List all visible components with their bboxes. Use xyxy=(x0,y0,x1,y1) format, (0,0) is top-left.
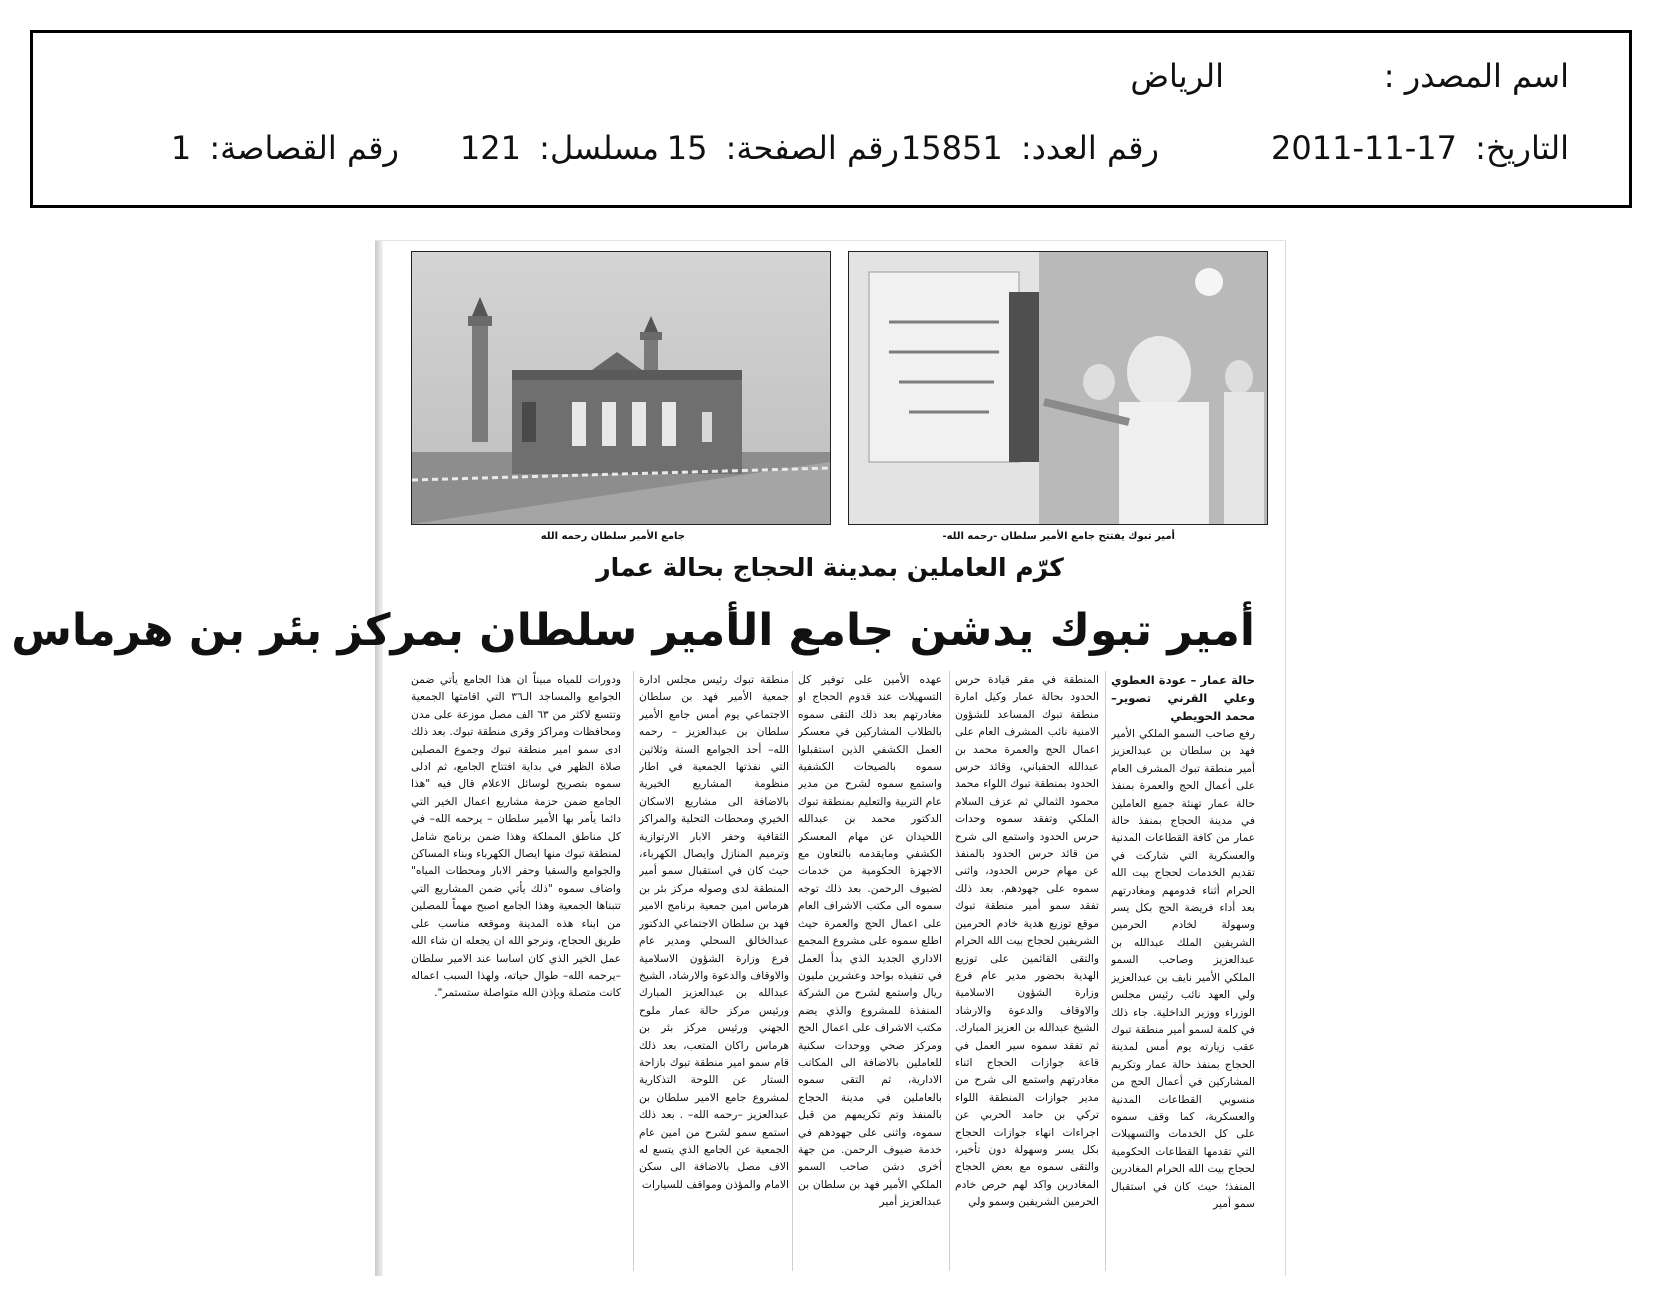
column-rule xyxy=(1105,671,1106,1271)
newspaper-clipping xyxy=(11,240,1286,1276)
article-column-5 xyxy=(411,671,621,1271)
column-rule xyxy=(633,671,634,1271)
clip-value: 1 xyxy=(170,129,192,167)
date-value: 2011-11-17 xyxy=(1271,129,1457,167)
issue-value: 15851 xyxy=(900,129,1003,167)
column-text: منطقة تبوك رئيس مجلس ادارة جمعية الأمير فهد بن سلطان الاجتماعي يوم أمس جامع الأمير سلطان بن عبدالعزيز – رحمه الله– أحد الجوامع الستة وثلاثين التي نفذتها الجمعية في اطار منظومة المشاريع الخيرية بالاضافة الى مشاريع الاسكان الخيري ومحطات التحلية والمراكز الثقافية وحفر الابار الارتوازية وترميم المنازل وايصال الكهرباء، حيث كان في استقبال سمو أمير المنطقة لدى وصوله مركز بئر بن هرماس امين جمعية برنامج الامير فهد بن سلطان الاجتماعي الدكتور عبدالخالق السحلي ومدير عام فرع وزارة الشؤون الاسلامية والاوقاف والدعوة والارشاد، الشيخ عبدالله بن عبدالعزيز المبارك ورئيس مركز حالة عمار ملوح الجهني ورئيس مركز بئر بن هرماس راكان المتعب، بعد ذلك قام سمو امير منطقة تبوك بازاحة الستار عن اللوحة التذكارية لمشروع جامع الامير سلطان بن عبدالعزيز –رحمه الله– . بعد ذلك استمع سمو لشرح من امين عام الجمعية عن الجامع الذي يتسع له الاف مصل بالاضافة الى سكن الامام والمؤذن ومواقف للسيارات xyxy=(639,673,789,1191)
clip-label: رقم القصاصة: xyxy=(209,129,399,167)
column-rule xyxy=(792,671,793,1271)
page-field xyxy=(667,129,899,167)
article-column-4 xyxy=(639,671,789,1271)
column-text: رفع صاحب السمو الملكي الأمير فهد بن سلطان بن عبدالعزيز أمير منطقة تبوك المشرف العام على أعمال الحج والعمرة بمنفذ حالة عمار تهنئة جميع العاملين في مدينة الحجاج بمنفذ حالة عمار من كافة القطاعات المدنية والعسكرية التي شاركت في تقديم الخدمات لحجاج بيت الله الحرام أثناء قدومهم ومغادرتهم بعد أداء فريضة الحج بكل يسر وسهولة لخادم الحرمين الشريفين الملك عبدالله بن عبدالعزيز وصاحب السمو الملكي الأمير نايف بن عبدالعزيز ولي العهد نائب رئيس مجلس الوزراء ووزير الداخلية. جاء ذلك في كلمة لسمو أمير منطقة تبوك عقب زيارته يوم أمس لمدينة الحجاج بمنفذ حالة عمار وتكريم المشاركين في أعمال الحج من منسوبي القطاعات المدنية والعسكرية، كما وقف سموه على كل الخدمات والتسهيلات التي تقدمها القطاعات الحكومية لحجاج بيت الله الحرام المغادرين المنفذ؛ حيث كان في استقبال سمو أمير xyxy=(1111,727,1255,1210)
article-column-1 xyxy=(1111,671,1255,1271)
scan-edge-shadow xyxy=(375,241,383,1276)
source-value: الرياض xyxy=(1130,57,1224,95)
serial-label: مسلسل: xyxy=(539,129,659,167)
column-text: المنطقة في مقر قيادة حرس الحدود بحالة عمار وكيل امارة منطقة تبوك المساعد للشؤون الامنية نائب المشرف العام على اعمال الحج والعمرة محمد بن عبدالله الحقباني، وقائد حرس الحدود بمنطقة تبوك اللواء محمد محمود الثمالي ثم عزف السلام الملكي وتفقد سموه وحدات حرس الحدود واستمع الى شرح من قائد حرس الحدود بالمنفذ عن مهام حرس الحدود، واثنى سموه على جهودهم. بعد ذلك تفقد سمو أمير منطقة تبوك موقع توزيع هدية خادم الحرمين الشريفين لحجاج بيت الله الحرام والتقى القائمين على توزيع الهدية بحضور مدير عام فرع وزارة الشؤون الاسلامية والاوقاف والدعوة والارشاد الشيخ عبدالله بن العزيز المبارك. ثم تفقد سموه سير العمل في قاعة جوازات الحجاج اثناء مغادرتهم واستمع الى شرح من مدير جوازات المنطقة اللواء تركي بن حامد الحربي عن اجراءات انهاء جوازات الحجاج بكل يسر وسهولة دون تأخير، والتقى سموه مع بعض الحجاج المغادرين واكد لهم حرص خادم الحرمين الشريفين وسمو ولي xyxy=(955,673,1099,1209)
issue-field xyxy=(901,129,1159,167)
mosque-photo xyxy=(411,251,831,525)
serial-field xyxy=(460,129,659,167)
serial-value: 121 xyxy=(459,129,521,167)
left-photo-caption: جامع الأمير سلطان رحمه الله xyxy=(540,531,685,542)
article-kicker: كرّم العاملين بمدينة الحجاج بحالة عمار xyxy=(596,553,1064,582)
article-column-2 xyxy=(955,671,1099,1271)
article-headline: أمير تبوك يدشن جامع الأمير سلطان بمركز بئر بن هرماس xyxy=(11,605,1255,656)
column-text: ودورات للمياه مبيناً ان هذا الجامع يأتي ضمن الجوامع والمساجد الـ٣٦ التي اقامتها الجمعية وتتسع لاكثر من ٦٣ الف مصل موزعة على مدن ومحافظات ومراكز وقرى منطقة تبوك. بعد ذلك ادى سمو امير منطقة تبوك وجموع المصلين صلاة الظهر في بداية افتتاح الجامع، ثم ادلى سموه بتصريح لوسائل الاعلام قال فيه "هذا الجامع ضمن حزمة مشاريع اعمال الخير التي دائما يأمر بها الأمير سلطان – يرحمه الله– في كل مناطق المملكة وهذا ضمن برنامج شامل لمنطقة تبوك منها ايصال الكهرباء وبناء المساكن والجوامع والسقيا وحفر الابار ومحطات المياه" واضاف سموه "ذلك يأتي ضمن المشاريع التي تتبناها الجمعية وهذا الجامع اصبح مهماً للمصلين من ابناء هذه المدينة وموقعه مناسب على طريق الحجاج، ونرجو الله ان يجعله ان شاء الله عمل الخير الذي كان اساسا عند الامير سلطان –يرحمه الله– طوال حياته، ولهذا السبب اعماله كانت متصلة وبإذن الله متواصلة ستستمر". xyxy=(411,673,621,1000)
article-column-3 xyxy=(798,671,942,1271)
source-metadata-box xyxy=(30,30,1632,208)
source-label: اسم المصدر : xyxy=(1383,57,1569,95)
right-photo-caption: أمير تبوك يفتتح جامع الأمير سلطان -رحمه الله- xyxy=(942,531,1175,542)
column-rule xyxy=(949,671,950,1271)
clip-field xyxy=(171,129,399,167)
unveiling-photo xyxy=(848,251,1268,525)
page-label: رقم الصفحة: xyxy=(725,129,899,167)
page-value: 15 xyxy=(666,129,708,167)
article-byline: حالة عمار – عودة العطوي وعلي القرني تصوير– محمد الحويطي xyxy=(1111,673,1255,723)
date-field xyxy=(1271,129,1569,167)
date-label: التاريخ: xyxy=(1475,129,1569,167)
column-text: عهده الأمين على توفير كل التسهيلات عند قدوم الحجاج او مغادرتهم بعد ذلك التقى سموه بالطلاب المشاركين في معسكر العمل الكشفي الذين استقبلوا سموه بالصيحات الكشفية واستمع سموه لشرح من مدير عام التربية والتعليم بمنطقة تبوك الدكتور محمد بن عبدالله اللحيدان عن مهام المعسكر الكشفي ومايقدمه بالتعاون مع الاجهزة الحكومية من خدمات لضيوف الرحمن. بعد ذلك توجه سموه الى مكتب الاشراف العام على اعمال الحج والعمرة حيث اطلع سموه على مشروع المجمع الاداري الجديد الذي بدأ العمل في تنفيذه بواحد وعشرين مليون ريال واستمع لشرح من الشركة المنفذة للمشروع والذي يضم مكتب الاشراف على اعمال الحج ومركز صحي ووحدات سكنية للعاملين بالاضافة الى المكاتب الادارية، ثم التقى سموه بالعاملين في مدينة الحجاج بالمنفذ وتم تكريمهم من قبل سموه، واثنى على جهودهم في خدمة ضيوف الرحمن. من جهة أخرى دشن صاحب السمو الملكي الأمير فهد بن سلطان بن عبدالعزيز أمير xyxy=(798,673,942,1209)
issue-label: رقم العدد: xyxy=(1020,129,1159,167)
